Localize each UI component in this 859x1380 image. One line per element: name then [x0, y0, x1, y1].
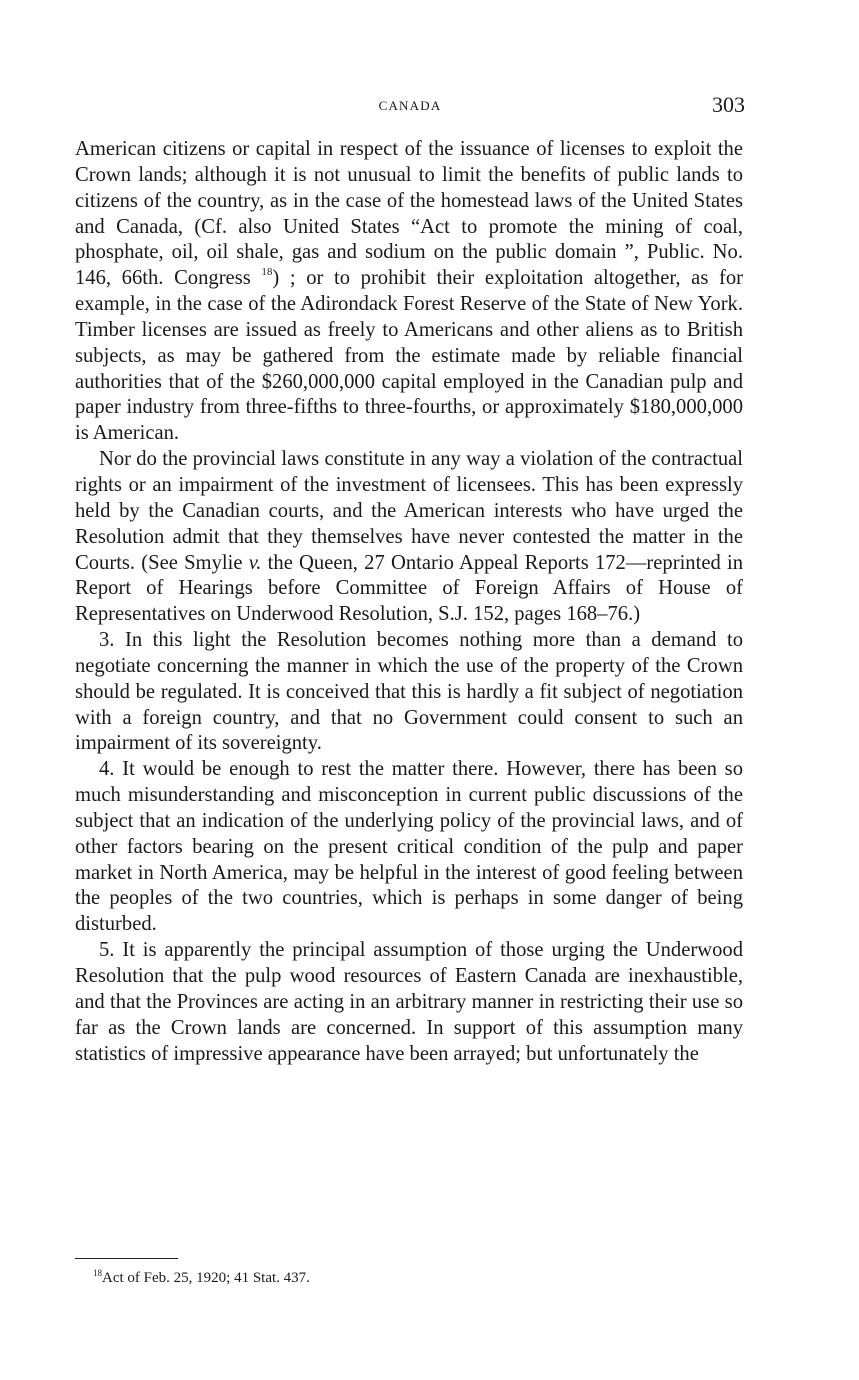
versus-abbreviation: v. [248, 551, 262, 574]
running-head [75, 94, 745, 120]
body-text [75, 137, 743, 1067]
paragraph-4: 4. It would be enough to rest the matter there. However, there has been so much misunderstanding and misconception in current public discussions of the subject that an indication of the underlying policy of the provincial laws, and of other factors bearing on the present critical condition of the pulp and paper market in North America, may be helpful in the interest of good feeling between the peoples of the two countries, which is perhaps in some danger of being disturbed. [75, 758, 743, 936]
page-number: 303 [712, 92, 745, 117]
paragraph-text: ) ; or to prohibit their exploitation altogether, as for example, in the case of the Adirondack Forest Reserve of the State of New York. Timber licenses are issued as freely to Americans and other aliens as to British subjects, as may be gathered from the estimate made by reliable financial authorities that of the $260,000,000 capital employed in the Canadian pulp and paper industry from three-fifths to three-fourths, or approximately $180,000,000 is American. [75, 267, 743, 445]
paragraph-3: 3. In this light the Resolution becomes nothing more than a demand to negotiate concerning the manner in which the use of the property of the Crown should be regulated. It is conceived that this is hardly a fit subject of negotiation with a foreign country, and that no Government could consent to such an impairment of its sovereignty. [75, 629, 743, 755]
footnote-mark: 18 [93, 1268, 102, 1278]
footnote-divider [75, 1258, 178, 1259]
footnote [93, 1268, 310, 1288]
paragraph-5: 5. It is apparently the principal assumption of those urging the Underwood Resolution that the pulp wood resources of Eastern Canada are inexhaustible, and that the Provinces are acting in an arbitrary manner in restricting their use so far as the Crown lands are concerned. In support of this assumption many statistics of impressive appearance have been arrayed; but unfortunately the [75, 939, 743, 1065]
paragraph [75, 447, 743, 628]
running-title: CANADA [378, 98, 442, 113]
footnote-reference: 18 [261, 266, 273, 279]
footnote-text: Act of Feb. 25, 1920; 41 Stat. 437. [102, 1270, 310, 1286]
paragraph-text: Nor do the provincial laws constitute in any way a violation of the contractual rights or an impairment of the investment of licensees. This has been expressly held by the Canadian courts, and the American interests who have urged the Resolution admit that they themselves have never contested the matter in the Courts. (See Smylie [75, 448, 743, 574]
paragraph-text: American citizens or capital in respect of the issuance of licenses to exploit the Crown lands; although it is not unusual to limit the benefits of public lands to citizens of the country, as in the case of the homestead laws of the United States and Canada, (Cf. also United States “Act to promote the mining of coal, phosphate, oil, oil shale, gas and sodium on the public domain ”, Public. No. 146, 66th. Congress [75, 138, 743, 290]
paragraph-continued [75, 137, 743, 447]
paragraph-text: the Queen, 27 Ontario Appeal Reports 172—reprinted in Report of Hearings before Committee of Foreign Affairs of House of Representatives on Underwood Resolution, S.J. 152, pages 168–76.) [75, 551, 743, 626]
